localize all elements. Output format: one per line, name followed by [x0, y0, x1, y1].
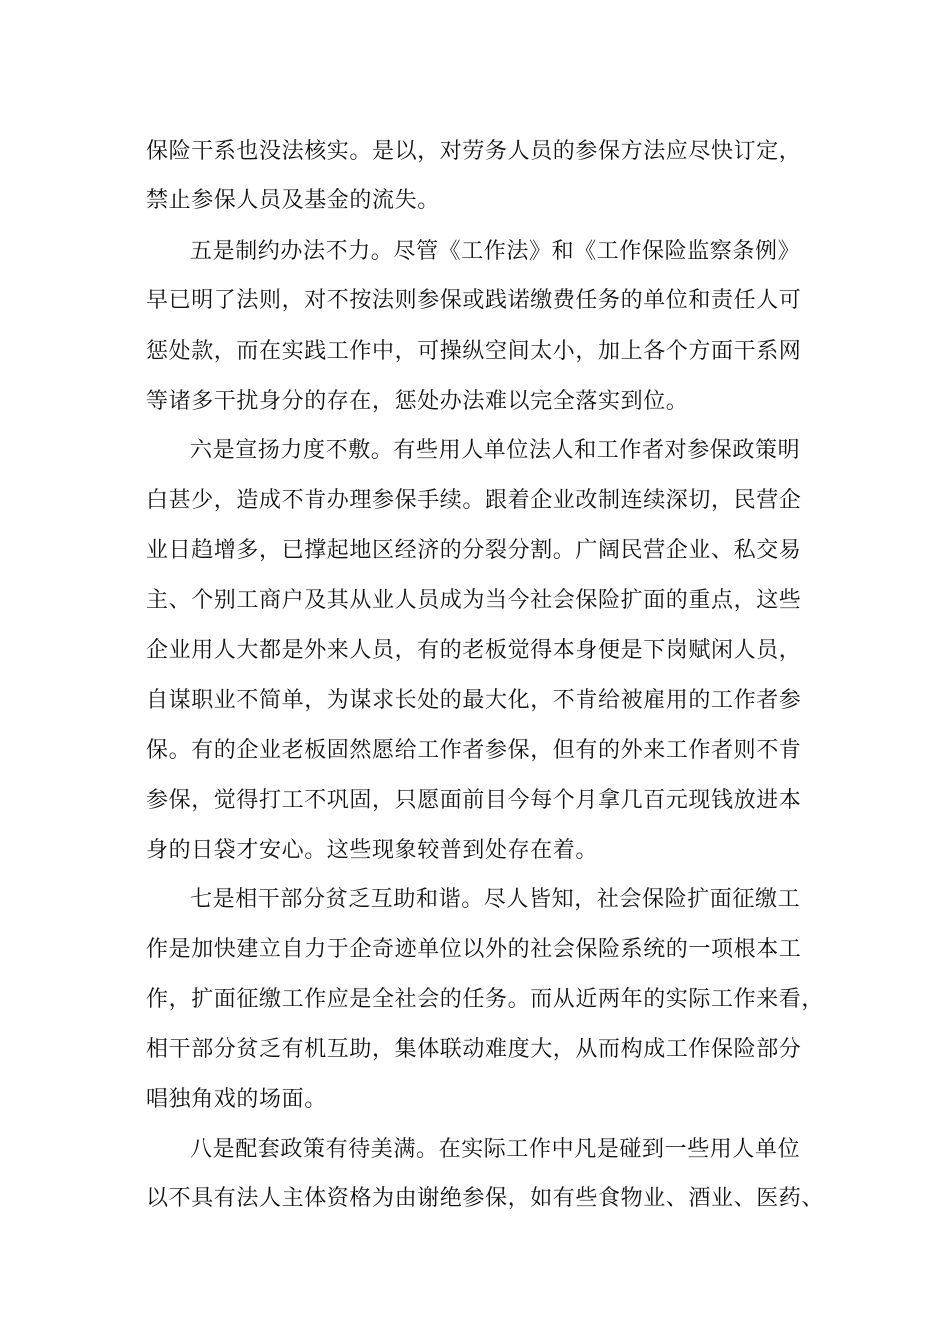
text-line: 身的日袋才安心。这些现象较普到处存在着。 [146, 838, 599, 863]
text-line: 自谋职业不简单，为谋求长处的最大化，不肯给被雇用的工作者参 [146, 688, 802, 713]
text-line: 等诸多干扰身分的存在，惩处办法难以完全落实到位。 [146, 389, 689, 414]
paragraph-start-line: 五是制约办法不力。尽管《工作法》和《工作保险监察条例》 [190, 239, 801, 264]
text-line: 早已明了法则，对不按法则参保或践诺缴费任务的单位和责任人可 [146, 288, 802, 313]
paragraph-start-line: 六是宣扬力度不敷。有些用人单位法人和工作者对参保政策明 [190, 438, 801, 463]
text-line: 以不具有法人主体资格为由谢绝参保，如有些食物业、酒业、医药、 [146, 1186, 825, 1211]
text-line: 保险干系也没法核实。是以，对劳务人员的参保方法应尽快订定， [146, 139, 802, 164]
text-line: 企业用人大都是外来人员，有的老板觉得本身便是下岗赋闲人员， [146, 638, 802, 663]
text-line: 业日趋增多，已撑起地区经济的分裂分割。广阔民营企业、私交易 [146, 538, 802, 563]
text-line: 主、个别工商户及其从业人员成为当今社会保险扩面的重点，这些 [146, 588, 802, 613]
paragraph-start-line: 八是配套政策有待美满。在实际工作中凡是碰到一些用人单位 [190, 1137, 801, 1162]
text-line: 参保，觉得打工不巩固，只愿面前目今每个月拿几百元现钱放进本 [146, 788, 802, 813]
text-line: 白甚少，造成不肯办理参保手续。跟着企业改制连续深切，民营企 [146, 488, 802, 513]
text-line: 唱独角戏的场面。 [146, 1087, 327, 1112]
text-line: 作，扩面征缴工作应是全社会的任务。而从近两年的实际工作来看， [146, 987, 825, 1012]
text-line: 保。有的企业老板固然愿给工作者参保，但有的外来工作者则不肯 [146, 738, 802, 763]
text-line: 惩处款，而在实践工作中，可操纵空间太小，加上各个方面干系网 [146, 339, 802, 364]
paragraph-start-line: 七是相干部分贫乏互助和谐。尽人皆知，社会保险扩面征缴工 [190, 887, 801, 912]
text-line: 相干部分贫乏有机互助，集体联动难度大，从而构成工作保险部分 [146, 1037, 802, 1062]
text-line: 作是加快建立自力于企奇迹单位以外的社会保险系统的一项根本工 [146, 937, 802, 962]
text-line: 禁止参保人员及基金的流失。 [146, 188, 440, 213]
